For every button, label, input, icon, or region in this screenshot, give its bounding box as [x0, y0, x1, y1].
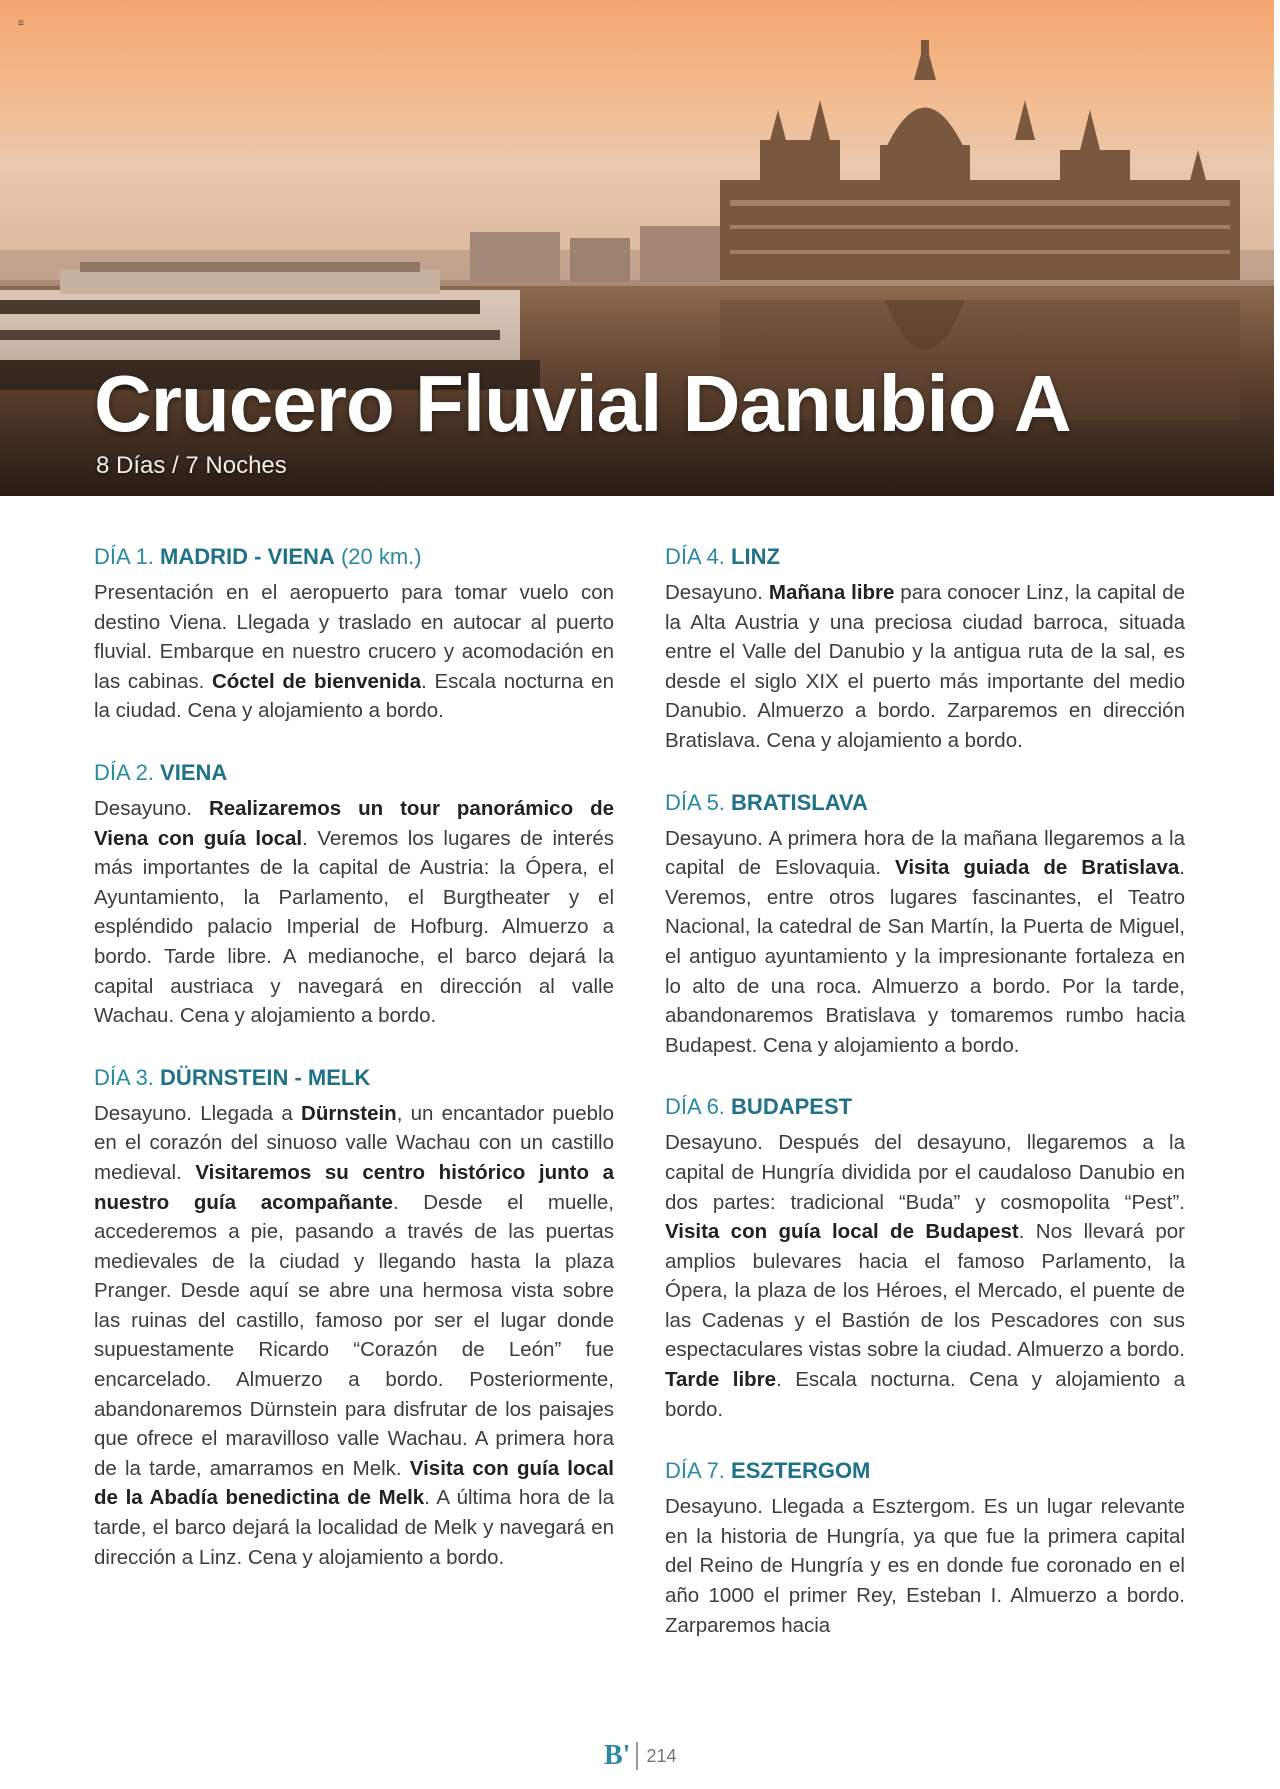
day-block — [665, 1454, 1185, 1640]
page-footer — [604, 1740, 677, 1772]
body-text: . Nos llevará por amplios bulevares hacia el famoso Parlamento, la Ópera, la plaza de los Héroes, el Mercado, el puente de las Cadenas y el Bastión de los Pescadores con sus espectaculares vistas sobre la ciudad. Almuerzo a bordo. — [665, 1220, 1185, 1362]
body-text: Desayuno. A primera hora de la mañana llegaremos a la capital de Eslovaquia. — [665, 826, 1185, 880]
highlight-text: Cóctel de bienvenida — [211, 669, 422, 693]
day-heading — [665, 540, 1185, 574]
highlight-text: Realizaremos un tour panorámico de Viena con guía local — [94, 796, 614, 850]
day-destination: BRATISLAVA — [731, 789, 868, 815]
day-destination: ESZTERGOM — [731, 1458, 871, 1484]
day-number: DÍA 6. — [665, 1094, 725, 1120]
brand-logo: B' — [604, 1740, 631, 1771]
itinerary-column-right — [665, 540, 1185, 1670]
day-destination: VIENA — [160, 759, 228, 785]
body-text: Desayuno. Después del desayuno, llegaremos a la capital de Hungría dividida por el caudaloso Danubio en dos partes: tradicional “Buda” y cosmopolita “Pest”. — [665, 1131, 1185, 1214]
day-description — [665, 1492, 1185, 1640]
body-text: . Veremos, entre otros lugares fascinantes, el Teatro Nacional, la catedral de San Martín, la Puerta de Miguel, el antiguo ayuntamiento y la impresionante fortaleza en lo alto de una roca. Almuerzo a bordo. Por la tarde, abandonaremos Bratislava y tomaremos rumbo hacia Budapest. Cena y alojamiento a bordo. — [665, 856, 1185, 1057]
body-text: Desayuno. — [94, 796, 209, 820]
body-text: Presentación en el aeropuerto para tomar vuelo con destino Viena. Llegada y traslado en autocar al puerto fluvial. Embarque en nuestro crucero y acomodación en las cabinas. — [94, 581, 614, 693]
day-number: DÍA 1. — [94, 544, 154, 569]
day-block — [665, 540, 1185, 756]
highlight-text: Visita guiada de Bratislava — [895, 856, 1180, 880]
body-text: . Escala nocturna. Cena y alojamiento a bordo. — [665, 1368, 1186, 1421]
highlight-text: Visitaremos su centro histórico junto a nuestro guía acompañante — [94, 1160, 614, 1214]
body-text: . Desde el muelle, accederemos a pie, pasando a través de las puertas medievales de la ciudad y llegando hasta la plaza Pranger. Desde aquí se abre una hermosa vista sobre las ruinas del castillo, famoso por ser el lugar donde supuestamente Ricardo “Corazón de León” fue encarcelado. Almuerzo a bordo. Posteriormente, abandonaremos Dürnstein para disfrutar de los paisajes que ofrece el maravilloso valle Wachau. A primera hora de la tarde, amarramos en Melk. — [94, 1190, 614, 1480]
day-number: DÍA 2. — [94, 759, 154, 785]
highlight-text: Visita con guía local de la Abadía benedictina de Melk — [94, 1456, 615, 1510]
day-heading — [94, 756, 614, 790]
day-heading — [665, 1454, 1185, 1488]
body-text: , un encantador pueblo en el corazón del sinuoso valle Wachau con un castillo medieval. — [94, 1101, 614, 1184]
day-distance: (20 km.) — [334, 544, 422, 569]
day-description — [665, 1128, 1185, 1424]
body-text: Desayuno. Llegada a Esztergom. Es un lugar relevante en la historia de Hungría, ya que fue la primera capital del Reino de Hungría y es en donde fue coronado en el año 1000 el primer Rey, Esteban I. Almuerzo a bordo. Zarparemos hacia — [665, 1495, 1185, 1637]
day-number: DÍA 7. — [665, 1458, 725, 1484]
day-heading — [665, 786, 1185, 820]
day-block — [665, 1090, 1185, 1424]
day-heading — [94, 540, 614, 574]
day-number: DÍA 5. — [665, 789, 725, 815]
footer-divider — [636, 1742, 638, 1770]
highlight-text: Tarde libre — [665, 1368, 777, 1392]
body-text: Desayuno. Llegada a — [94, 1101, 302, 1125]
day-destination: DÜRNSTEIN - MELK — [160, 1064, 371, 1090]
day-description — [665, 824, 1185, 1061]
day-description — [665, 578, 1185, 756]
body-text: para conocer Linz, la capital de la Alta Austria y una preciosa ciudad barroca, situada entre el Valle del Danubio y la antigua ruta de la sal, es desde el siglo XIX el puerto más importante del medio Danubio. Almuerzo a bordo. Zarparemos en dirección Bratislava. Cena y alojamiento a bordo. — [665, 581, 1186, 752]
day-heading — [94, 1061, 614, 1095]
menu-icon[interactable]: ≡ — [18, 18, 24, 29]
day-description — [94, 794, 614, 1031]
day-block — [94, 1061, 614, 1573]
page-title: Crucero Fluvial Danubio A — [94, 359, 1071, 448]
day-number: DÍA 3. — [94, 1064, 154, 1090]
day-number: DÍA 4. — [665, 544, 725, 569]
day-destination: MADRID - VIENA — [160, 544, 335, 569]
day-description — [94, 578, 614, 726]
day-heading — [665, 1090, 1185, 1124]
highlight-text: Dürnstein — [301, 1101, 397, 1125]
itinerary-column-left — [94, 540, 614, 1602]
body-text: . Veremos los lugares de interés más importantes de la capital de Austria: la Ópera, el Ayuntamiento, la Parlamento, el Burgtheater y el espléndido palacio Imperial de Hofburg. Almuerzo a bordo. Tarde libre. A medianoche, el barco dejará la capital austriaca y navegará en dirección al valle Wachau. Cena y alojamiento a bordo. — [94, 826, 614, 1028]
day-destination: LINZ — [731, 544, 780, 569]
body-text: . Escala nocturna en la ciudad. Cena y alojamiento a bordo. — [94, 669, 614, 723]
day-description — [94, 1099, 614, 1573]
day-block — [94, 540, 614, 726]
day-destination: BUDAPEST — [731, 1094, 853, 1120]
body-text: Desayuno. — [665, 581, 769, 604]
day-block — [94, 756, 614, 1031]
hero-banner — [0, 0, 1280, 496]
day-block — [665, 786, 1185, 1061]
trip-duration: 8 Días / 7 Noches — [96, 452, 287, 479]
page-number: 214 — [646, 1745, 677, 1766]
highlight-text: Mañana libre — [768, 581, 895, 604]
highlight-text: Visita con guía local de Budapest — [665, 1220, 1019, 1244]
body-text: . A última hora de la tarde, el barco dejará la localidad de Melk y navegará en dirección a Linz. Cena y alojamiento a bordo. — [94, 1486, 614, 1569]
